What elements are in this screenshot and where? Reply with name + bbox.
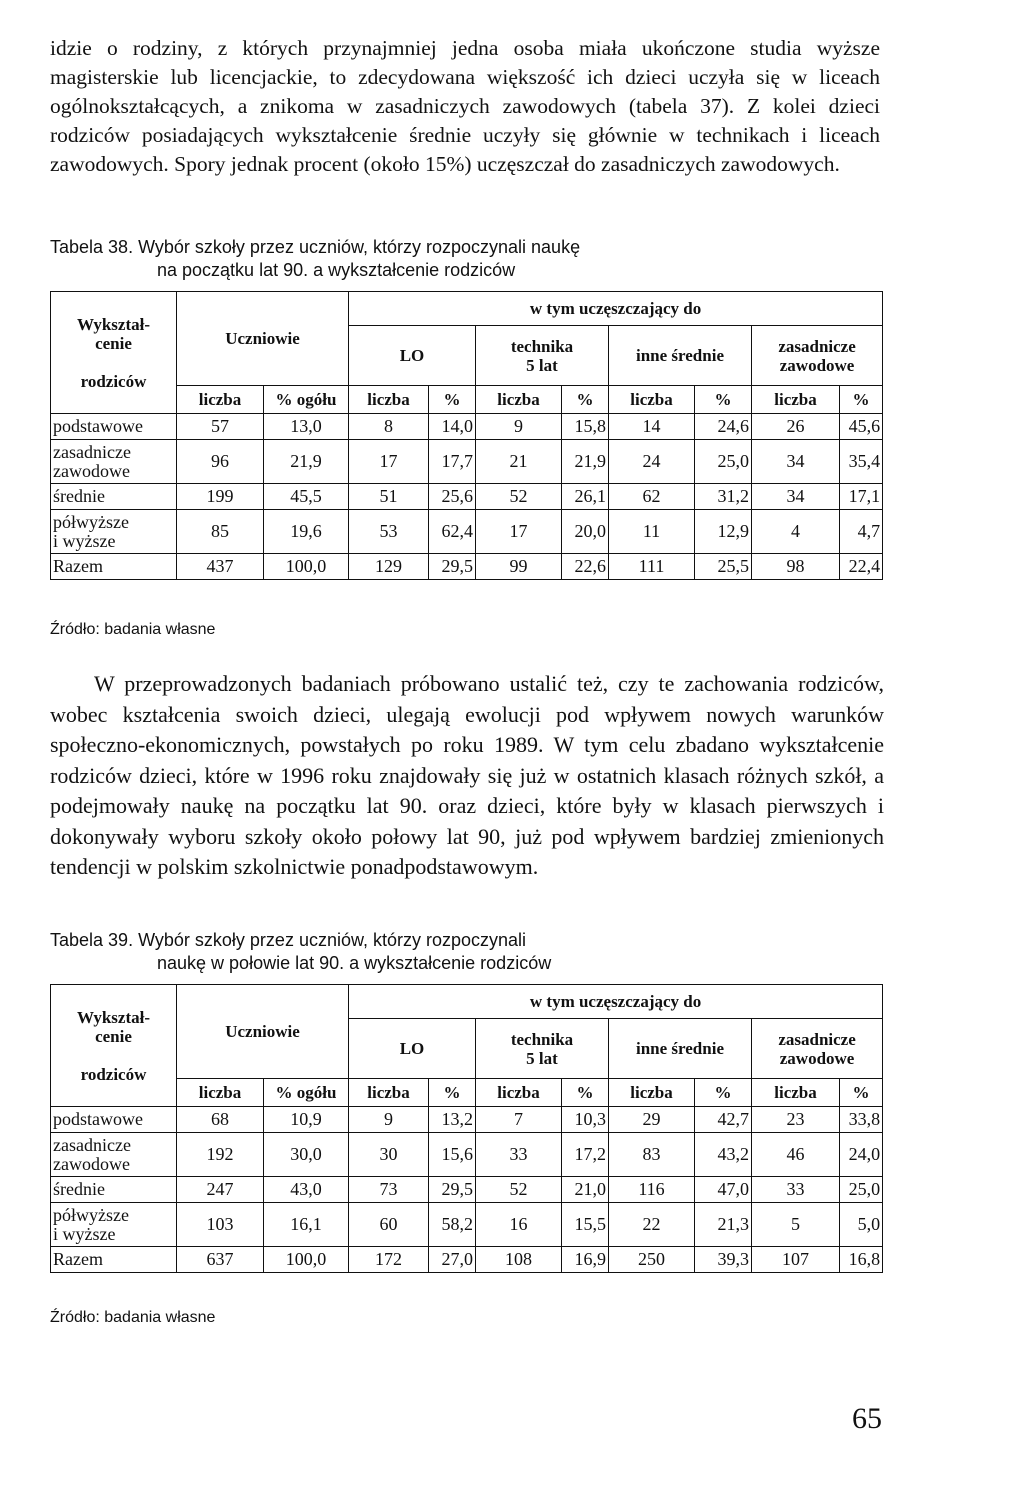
row-label: średnie [51, 484, 177, 510]
table-cell-t-p: 15,8 [562, 414, 609, 440]
header-students: Uczniowie [177, 985, 349, 1079]
row-label: Razem [51, 1247, 177, 1273]
table-cell-t-n: 33 [476, 1133, 562, 1177]
table-cell-lo-p: 15,6 [429, 1133, 476, 1177]
table-cell-t-n: 52 [476, 1177, 562, 1203]
table-row [51, 1107, 883, 1133]
table-38-caption-line1: Tabela 38. Wybór szkoły przez uczniów, którzy rozpoczynali naukę [50, 237, 581, 257]
table-cell-t-p: 15,5 [562, 1203, 609, 1247]
header-vocational: zasadnicze zawodowe [752, 326, 883, 386]
table-row [51, 1133, 883, 1177]
table-row [51, 440, 883, 484]
table-cell-lo-n: 129 [349, 554, 429, 580]
header-pct: % [840, 1079, 883, 1107]
header-count: liczba [752, 1079, 840, 1107]
table-cell-t-n: 7 [476, 1107, 562, 1133]
table-cell-z-n: 98 [752, 554, 840, 580]
header-count: liczba [349, 1079, 429, 1107]
table-cell-lo-n: 8 [349, 414, 429, 440]
table-38-caption-line2: na początku lat 90. a wykształcenie rodziców [157, 260, 516, 280]
header-pct-total: % ogółu [264, 386, 349, 414]
table-cell-p: 43,0 [264, 1177, 349, 1203]
header-pct: % [840, 386, 883, 414]
row-label: półwyższe i wyższe [51, 510, 177, 554]
table-cell-lo-n: 53 [349, 510, 429, 554]
header-count: liczba [476, 386, 562, 414]
table-cell-p: 19,6 [264, 510, 349, 554]
table-row [51, 510, 883, 554]
header-students: Uczniowie [177, 292, 349, 386]
header-technikum: technika 5 lat [476, 326, 609, 386]
table-39-caption-line2: naukę w połowie lat 90. a wykształcenie rodziców [157, 953, 552, 973]
table-cell-lo-p: 29,5 [429, 1177, 476, 1203]
table-39-source: Źródło: badania własne [50, 1309, 216, 1326]
table-row [51, 554, 883, 580]
table-cell-z-n: 46 [752, 1133, 840, 1177]
table-cell-o-p: 42,7 [695, 1107, 752, 1133]
table-cell-t-n: 17 [476, 510, 562, 554]
header-count: liczba [476, 1079, 562, 1107]
table-cell-t-n: 108 [476, 1247, 562, 1273]
table-cell-z-n: 107 [752, 1247, 840, 1273]
table-cell-n: 103 [177, 1203, 264, 1247]
table-cell-n: 68 [177, 1107, 264, 1133]
table-row [51, 1203, 883, 1247]
table-cell-lo-n: 51 [349, 484, 429, 510]
table-cell-lo-p: 62,4 [429, 510, 476, 554]
table-cell-lo-p: 25,6 [429, 484, 476, 510]
table-cell-o-n: 250 [609, 1247, 695, 1273]
table-38 [50, 291, 883, 580]
table-38-caption [50, 236, 580, 282]
table-cell-p: 16,1 [264, 1203, 349, 1247]
table-cell-p: 13,0 [264, 414, 349, 440]
table-cell-o-p: 21,3 [695, 1203, 752, 1247]
table-cell-n: 57 [177, 414, 264, 440]
table-cell-o-p: 12,9 [695, 510, 752, 554]
table-38-source: Źródło: badania własne [50, 621, 216, 638]
table-cell-z-n: 33 [752, 1177, 840, 1203]
table-cell-o-n: 83 [609, 1133, 695, 1177]
table-row [51, 1247, 883, 1273]
row-label: Razem [51, 554, 177, 580]
header-other-secondary: inne średnie [609, 326, 752, 386]
header-count: liczba [752, 386, 840, 414]
table-cell-lo-p: 17,7 [429, 440, 476, 484]
header-count: liczba [177, 386, 264, 414]
table-cell-z-p: 4,7 [840, 510, 883, 554]
table-cell-n: 96 [177, 440, 264, 484]
header-pct: % [562, 1079, 609, 1107]
header-attending: w tym uczęszczający do [349, 292, 883, 326]
table-cell-n: 637 [177, 1247, 264, 1273]
table-cell-n: 85 [177, 510, 264, 554]
table-cell-z-n: 26 [752, 414, 840, 440]
header-pct: % [429, 1079, 476, 1107]
table-cell-t-p: 17,2 [562, 1133, 609, 1177]
table-cell-t-p: 16,9 [562, 1247, 609, 1273]
table-39-caption-line1: Tabela 39. Wybór szkoły przez uczniów, którzy rozpoczynali [50, 930, 527, 950]
table-cell-lo-n: 17 [349, 440, 429, 484]
table-cell-o-p: 43,2 [695, 1133, 752, 1177]
row-label: podstawowe [51, 1107, 177, 1133]
table-cell-z-p: 25,0 [840, 1177, 883, 1203]
table-cell-t-n: 21 [476, 440, 562, 484]
table-cell-o-n: 62 [609, 484, 695, 510]
table-cell-z-p: 16,8 [840, 1247, 883, 1273]
table-cell-z-p: 45,6 [840, 414, 883, 440]
table-cell-lo-p: 29,5 [429, 554, 476, 580]
table-cell-p: 30,0 [264, 1133, 349, 1177]
header-pct: % [562, 386, 609, 414]
table-cell-lo-n: 73 [349, 1177, 429, 1203]
table-cell-lo-n: 9 [349, 1107, 429, 1133]
table-cell-o-p: 24,6 [695, 414, 752, 440]
table-cell-n: 199 [177, 484, 264, 510]
table-cell-p: 10,9 [264, 1107, 349, 1133]
table-cell-o-p: 39,3 [695, 1247, 752, 1273]
table-cell-n: 192 [177, 1133, 264, 1177]
header-lo: LO [349, 1019, 476, 1079]
table-cell-t-n: 52 [476, 484, 562, 510]
table-row [51, 414, 883, 440]
table-39 [50, 984, 883, 1273]
table-cell-t-n: 16 [476, 1203, 562, 1247]
table-cell-p: 45,5 [264, 484, 349, 510]
table-cell-p: 100,0 [264, 1247, 349, 1273]
table-cell-z-p: 5,0 [840, 1203, 883, 1247]
table-cell-o-n: 29 [609, 1107, 695, 1133]
header-pct: % [695, 1079, 752, 1107]
header-count: liczba [609, 386, 695, 414]
table-cell-lo-n: 172 [349, 1247, 429, 1273]
header-count: liczba [177, 1079, 264, 1107]
table-cell-z-n: 23 [752, 1107, 840, 1133]
table-cell-p: 100,0 [264, 554, 349, 580]
table-cell-o-n: 14 [609, 414, 695, 440]
table-39-caption [50, 929, 551, 975]
page-number: 65 [852, 1402, 882, 1435]
table-cell-z-p: 24,0 [840, 1133, 883, 1177]
header-education: Wykształ- cenie rodziców [51, 985, 177, 1107]
table-cell-o-p: 25,5 [695, 554, 752, 580]
header-education: Wykształ- cenie rodziców [51, 292, 177, 414]
header-count: liczba [349, 386, 429, 414]
body-paragraph: W przeprowadzonych badaniach próbowano ustalić też, czy te zachowania rodziców, wobec kształcenia swoich dzieci, ulegają ewolucji pod wpływem nowych warunków społeczno-ekonomicznych, powstałych po roku 1989. W tym celu zbadano wykształcenie rodziców dzieci, które w 1996 roku znajdowały się już w ostatnich klasach różnych szkół, a podejmowały naukę na początku lat 90. oraz dzieci, które były w klasach pierwszych i dokonywały wyboru szkoły około połowy lat 90, już pod wpływem bardziej zmienionych tendencji w polskim szkolnictwie ponadpodstawowym. [50, 671, 884, 879]
header-pct: % [429, 386, 476, 414]
table-cell-z-p: 33,8 [840, 1107, 883, 1133]
table-cell-z-n: 34 [752, 484, 840, 510]
table-cell-n: 437 [177, 554, 264, 580]
table-cell-o-p: 31,2 [695, 484, 752, 510]
table-cell-t-p: 21,0 [562, 1177, 609, 1203]
table-cell-z-p: 22,4 [840, 554, 883, 580]
table-cell-lo-p: 13,2 [429, 1107, 476, 1133]
table-cell-lo-p: 58,2 [429, 1203, 476, 1247]
header-vocational: zasadnicze zawodowe [752, 1019, 883, 1079]
table-cell-o-n: 11 [609, 510, 695, 554]
table-cell-o-p: 47,0 [695, 1177, 752, 1203]
table-cell-z-n: 5 [752, 1203, 840, 1247]
header-pct: % [695, 386, 752, 414]
table-cell-z-p: 35,4 [840, 440, 883, 484]
table-row [51, 1177, 883, 1203]
row-label: podstawowe [51, 414, 177, 440]
table-cell-n: 247 [177, 1177, 264, 1203]
header-count: liczba [609, 1079, 695, 1107]
table-cell-o-n: 111 [609, 554, 695, 580]
row-label: zasadnicze zawodowe [51, 1133, 177, 1177]
table-cell-t-p: 21,9 [562, 440, 609, 484]
table-cell-lo-p: 27,0 [429, 1247, 476, 1273]
table-cell-p: 21,9 [264, 440, 349, 484]
table-cell-z-n: 4 [752, 510, 840, 554]
table-cell-lo-n: 30 [349, 1133, 429, 1177]
table-cell-lo-n: 60 [349, 1203, 429, 1247]
table-cell-t-n: 99 [476, 554, 562, 580]
header-pct-total: % ogółu [264, 1079, 349, 1107]
table-cell-t-p: 26,1 [562, 484, 609, 510]
header-technikum: technika 5 lat [476, 1019, 609, 1079]
header-other-secondary: inne średnie [609, 1019, 752, 1079]
table-cell-z-n: 34 [752, 440, 840, 484]
header-attending: w tym uczęszczający do [349, 985, 883, 1019]
table-row [51, 484, 883, 510]
table-cell-o-n: 116 [609, 1177, 695, 1203]
table-cell-z-p: 17,1 [840, 484, 883, 510]
table-cell-o-n: 22 [609, 1203, 695, 1247]
row-label: półwyższe i wyższe [51, 1203, 177, 1247]
table-cell-o-p: 25,0 [695, 440, 752, 484]
row-label: zasadnicze zawodowe [51, 440, 177, 484]
table-cell-t-n: 9 [476, 414, 562, 440]
header-lo: LO [349, 326, 476, 386]
table-cell-t-p: 22,6 [562, 554, 609, 580]
table-cell-t-p: 20,0 [562, 510, 609, 554]
table-cell-o-n: 24 [609, 440, 695, 484]
table-cell-t-p: 10,3 [562, 1107, 609, 1133]
row-label: średnie [51, 1177, 177, 1203]
intro-paragraph: idzie o rodziny, z których przynajmniej jedna osoba miała ukończone studia wyższe magisterskie lub licencjackie, to zdecydowana większość ich dzieci uczyła się w liceach ogólnokształcących, a znikoma w zasadniczych zawodowych (tabela 37). Z kolei dzieci rodziców posiadających wykształcenie średnie uczyły się głównie w technikach i liceach zawodowych. Spory jednak procent (około 15%) uczęszczał do zasadniczych zawodowych. [50, 36, 880, 176]
table-cell-lo-p: 14,0 [429, 414, 476, 440]
